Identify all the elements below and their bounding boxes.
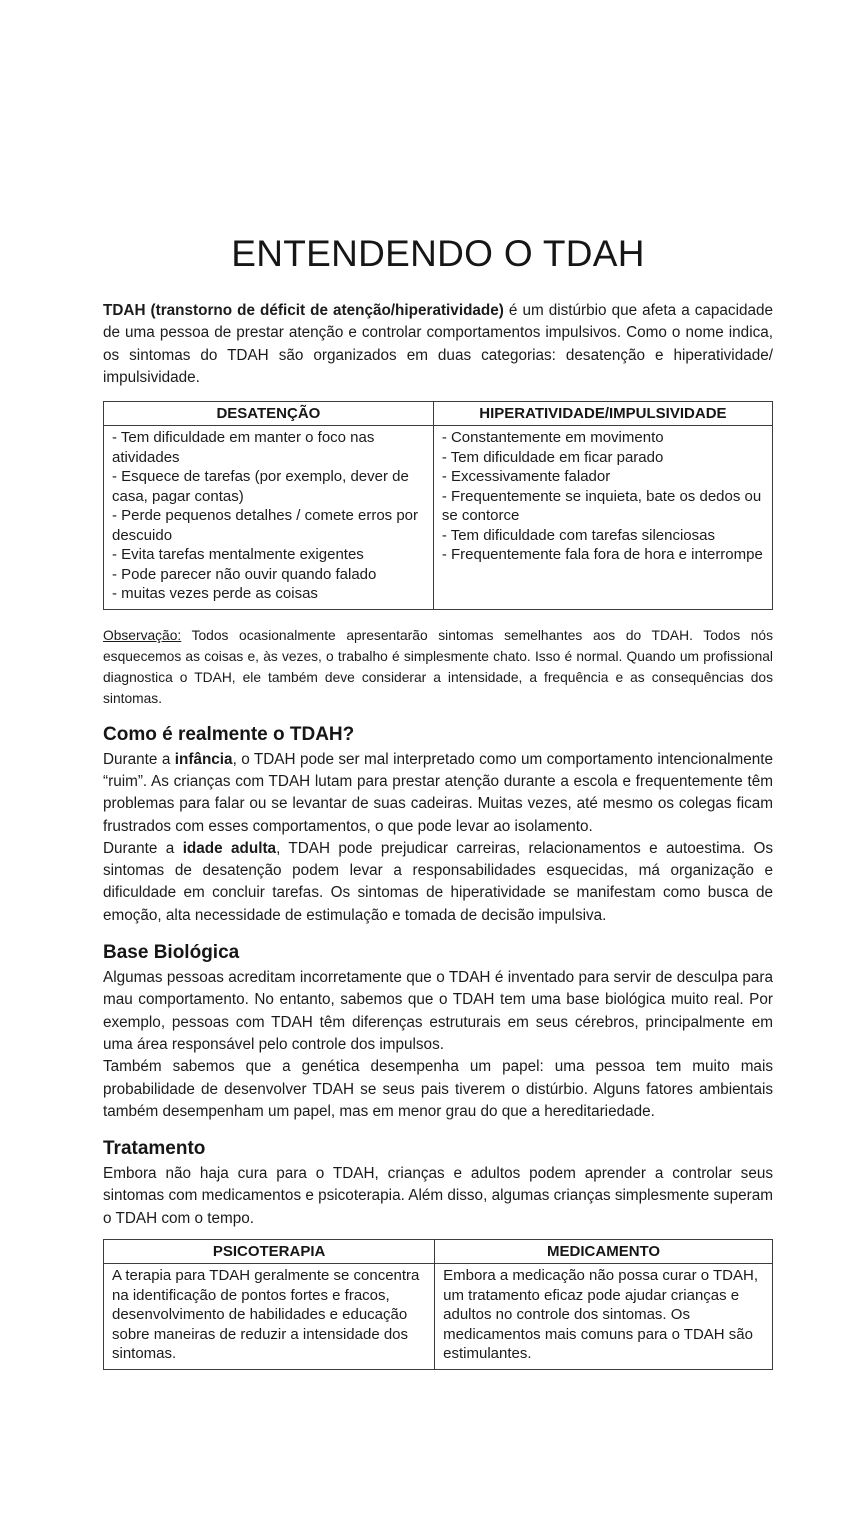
treatment-table [103,1239,773,1370]
reality-childhood-text: , o TDAH pode ser mal interpretado como um comportamento intencionalmente “ruim”. As crianças com TDAH lutam para prestar atenção durante a escola e frequentemente têm problemas para falar ou se levantar de suas cadeiras. Muitas vezes, até mesmo os colegas ficam frustrados com esses comportamentos, o que pode levar ao isolamento. [103,750,773,835]
symptom-item: - Frequentemente fala fora de hora e interrompe [441,546,763,564]
biology-paragraph-2: Também sabemos que a genética desempenha um papel: uma pessoa tem muito mais probabilidade de desenvolver TDAH se seus pais tiverem o distúrbio. Alguns fatores ambientais também desempenham um papel, mas em menor grau do que a hereditariedade. [103,1058,773,1120]
treatment-table-cell-medication: Embora a medicação não possa curar o TDAH, um tratamento eficaz pode ajudar crianças e adultos no controle dos sintomas. Os medicamentos mais comuns para o TDAH são estimulantes. [435,1264,773,1370]
symptom-item: - Evita tarefas mentalmente exigentes [112,546,364,564]
treatment-table-cell-psychotherapy: A terapia para TDAH geralmente se concentra na identificação de pontos fortes e fracos, desenvolvimento de habilidades e educação sobre maneiras de reduzir a intensidade dos sintomas. [104,1264,435,1370]
treatment-paragraph: Embora não haja cura para o TDAH, crianças e adultos podem aprender a controlar seus sintomas com medicamentos e psicoterapia. Além disso, algumas crianças simplesmente superam o TDAH com o tempo. [103,1165,773,1227]
intro-text: é um distúrbio que afeta a capacidade de uma pessoa de prestar atenção e controlar comportamentos impulsivos. Como o nome indica, os sintomas do TDAH são organizados em duas categorias: desatenção e hiperatividade/ impulsividade. [103,302,774,386]
intro-bold-lead: TDAH (transtorno de déficit de atenção/hiperatividade) [103,302,504,319]
symptom-item: - muitas vezes perde as coisas [112,585,318,603]
symptom-item: - Constantemente em movimento [441,429,664,447]
symptom-item: - Tem dificuldade em manter o foco nas atividades [112,429,375,466]
treatment-table-header-psychotherapy: PSICOTERAPIA [104,1240,435,1264]
symptom-table-header-inattention: DESATENÇÃO [104,402,434,426]
reality-childhood-lead: Durante a [103,750,175,768]
section-heading-biology: Base Biológica [103,942,240,964]
note-paragraph [103,625,773,709]
reality-adulthood-text: , TDAH pode prejudicar carreiras, relacionamentos e autoestima. Os sintomas de desatenção podem levar a responsabilidades esquecidas, má organização e dificuldade em concluir tarefas. Os sintomas de hiperatividade se manifestam como busca de emoção, alta necessidade de estimulação e tomada de decisão impulsiva. [103,839,773,924]
symptom-item: - Tem dificuldade com tarefas silenciosas [441,526,715,544]
symptom-item: - Pode parecer não ouvir quando falado [112,565,377,583]
section-heading-reality: Como é realmente o TDAH? [103,723,355,745]
intro-paragraph [103,300,773,389]
reality-paragraph-adulthood [103,838,773,927]
section-heading-treatment: Tratamento [103,1138,206,1160]
symptom-item: - Esquece de tarefas (por exemplo, dever de casa, pagar contas) [112,468,409,505]
symptom-item: - Tem dificuldade em ficar parado [441,448,664,466]
symptom-item: - Excessivamente falador [441,468,611,486]
page-title: ENTENDENDO O TDAH [231,233,645,274]
note-text: Todos ocasionalmente apresentarão sintomas semelhantes aos do TDAH. Todos nós esquecemos as coisas e, às vezes, o trabalho é simplesmente chato. Isso é normal. Quando um profissional diagnostica o TDAH, ele também deve considerar a intensidade, a frequência e as consequências dos sintomas. [103,627,773,706]
reality-childhood-bold: infância [174,750,233,768]
treatment-table-header-medication: MEDICAMENTO [435,1240,773,1264]
reality-adulthood-lead: Durante a [103,839,183,857]
symptom-table-body-row [104,426,773,610]
symptom-item: - Frequentemente se inquieta, bate os dedos ou se contorce [441,487,762,525]
reality-paragraph-childhood [103,749,773,838]
note-label: Observação: [103,627,182,643]
treatment-table-body-row [104,1264,773,1370]
symptom-table [103,401,773,610]
symptom-table-header-hyperactivity: HIPERATIVIDADE/IMPULSIVIDADE [433,402,772,426]
symptom-table-cell-hyperactivity [433,426,772,610]
symptom-table-header-row [104,402,773,426]
symptom-item: - Perde pequenos detalhes / comete erros por descuido [112,507,419,544]
symptom-table-cell-inattention [104,426,434,610]
biology-paragraph-1: Algumas pessoas acreditam incorretamente que o TDAH é inventado para servir de desculpa para mau comportamento. No entanto, sabemos que o TDAH tem uma base biológica muito real. Por exemplo, pessoas com TDAH têm diferenças estruturais em seus cérebros, principalmente em uma área responsável pelo controle dos impulsos. [103,969,773,1053]
treatment-table-header-row [104,1240,773,1264]
reality-adulthood-bold: idade adulta [182,839,277,857]
